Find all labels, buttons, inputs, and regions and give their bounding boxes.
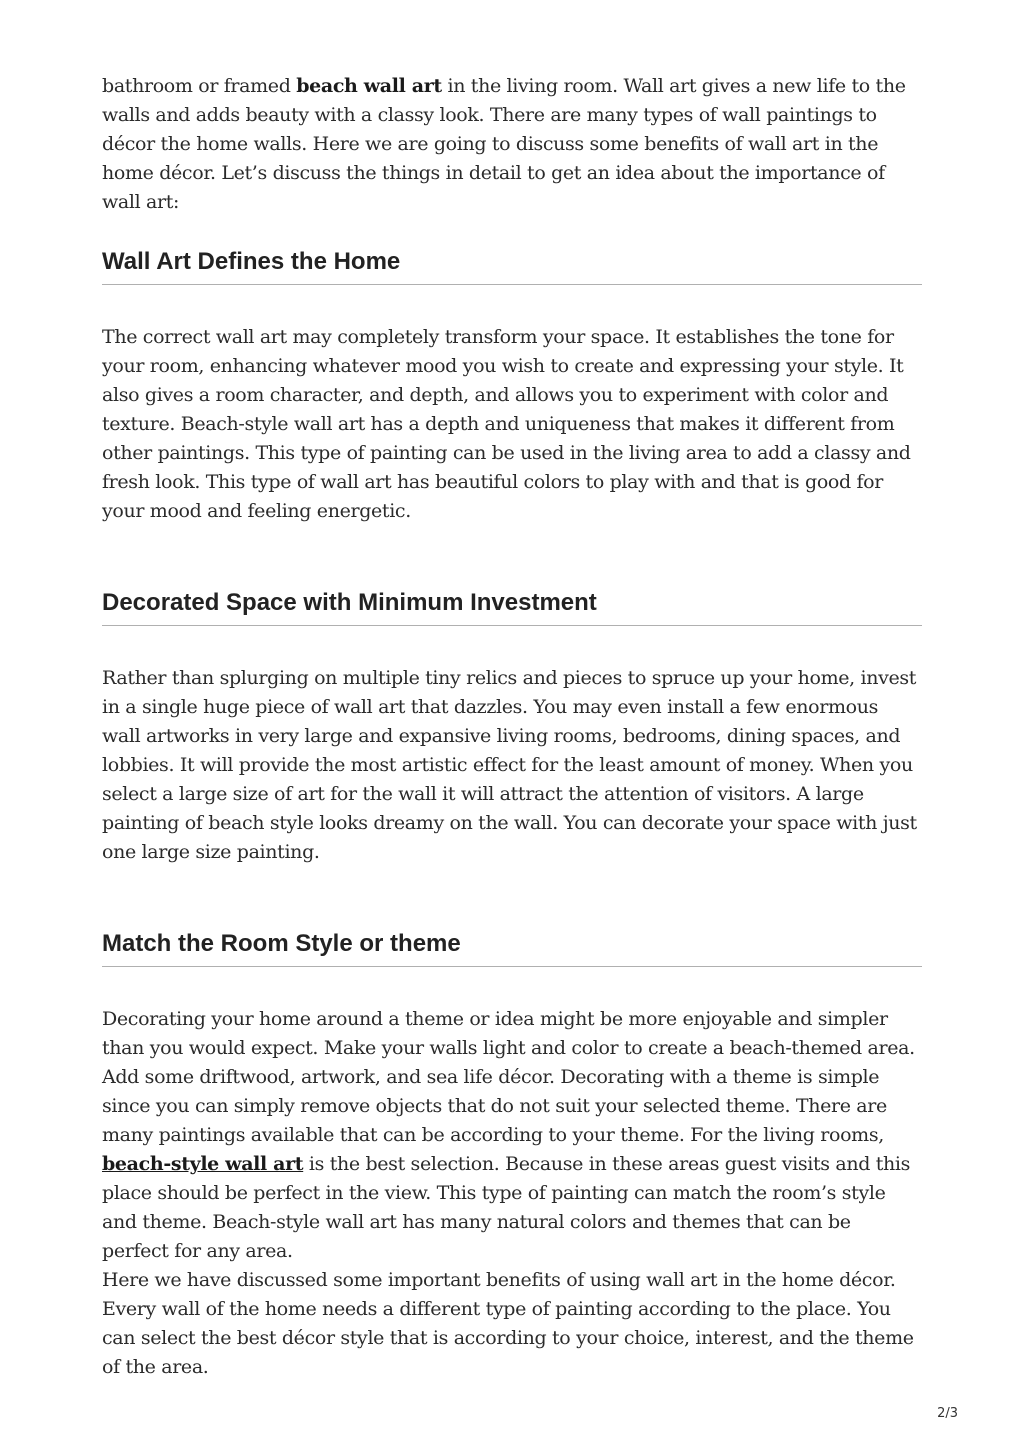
section-heading-wall-art-defines: Wall Art Defines the Home (102, 247, 922, 285)
intro-text-end: in the living room. Wall art gives a new life to the walls and adds beauty with a classy look. There are many types of wall paintings to décor the home walls. Here we are going to discuss some benefits of wall art in the home décor. Let’s discuss the things in detail to get an idea about the importance of wall art: (102, 75, 906, 213)
section-body-match-room-style (102, 1005, 922, 1266)
section-body-decorated-space: Rather than splurging on multiple tiny relics and pieces to spruce up your home, invest in a single huge piece of wall art that dazzles. You may even install a few enormous wall artworks in very large and expansive living rooms, bedrooms, dining spaces, and lobbies. It will provide the most artistic effect for the least amount of money. When you select a large size of art for the wall it will attract the attention of visitors. A large painting of beach style looks dreamy on the wall. You can decorate your space with just one large size painting. (102, 667, 917, 863)
section-body-text-end: is the best selection. Because in these areas guest visits and this place should be perfect in the view. This type of painting can match the room’s style and theme. Beach-style wall art has many natural colors and themes that can be perfect for any area. (102, 1153, 911, 1262)
intro-paragraph (102, 72, 922, 217)
closing-paragraph: Here we have discussed some important benefits of using wall art in the home décor. Every wall of the home needs a different type of painting according to the place. You can select the best décor style that is according to your choice, interest, and the theme of the area. (102, 1269, 914, 1378)
document-page (102, 72, 922, 1382)
section-body-text-start: Decorating your home around a theme or idea might be more enjoyable and simpler than you would expect. Make your walls light and color to create a beach-themed area. Add some driftwood, artwork, and sea life décor. Decorating with a theme is simple since you can simply remove objects that do not suit your selected theme. There are many paintings available that can be according to your theme. For the living rooms, (102, 1008, 915, 1146)
intro-bold-phrase: beach wall art (296, 75, 442, 97)
section-heading-match-room-style: Match the Room Style or theme (102, 929, 922, 967)
section-body-wall-art-defines: The correct wall art may completely transform your space. It establishes the tone for your room, enhancing whatever mood you wish to create and expressing your style. It also gives a room character, and depth, and allows you to experiment with color and texture. Beach-style wall art has a depth and uniqueness that makes it different from other paintings. This type of painting can be used in the living area to add a classy and fresh look. This type of wall art has beautiful colors to play with and that is good for your mood and feeling energetic. (102, 326, 911, 522)
intro-text-start: bathroom or framed (102, 75, 297, 97)
page-number: 2/3 (937, 1406, 958, 1421)
section-heading-decorated-space: Decorated Space with Minimum Investment (102, 588, 922, 626)
beach-style-wall-art-link[interactable]: beach-style wall art (102, 1153, 304, 1175)
